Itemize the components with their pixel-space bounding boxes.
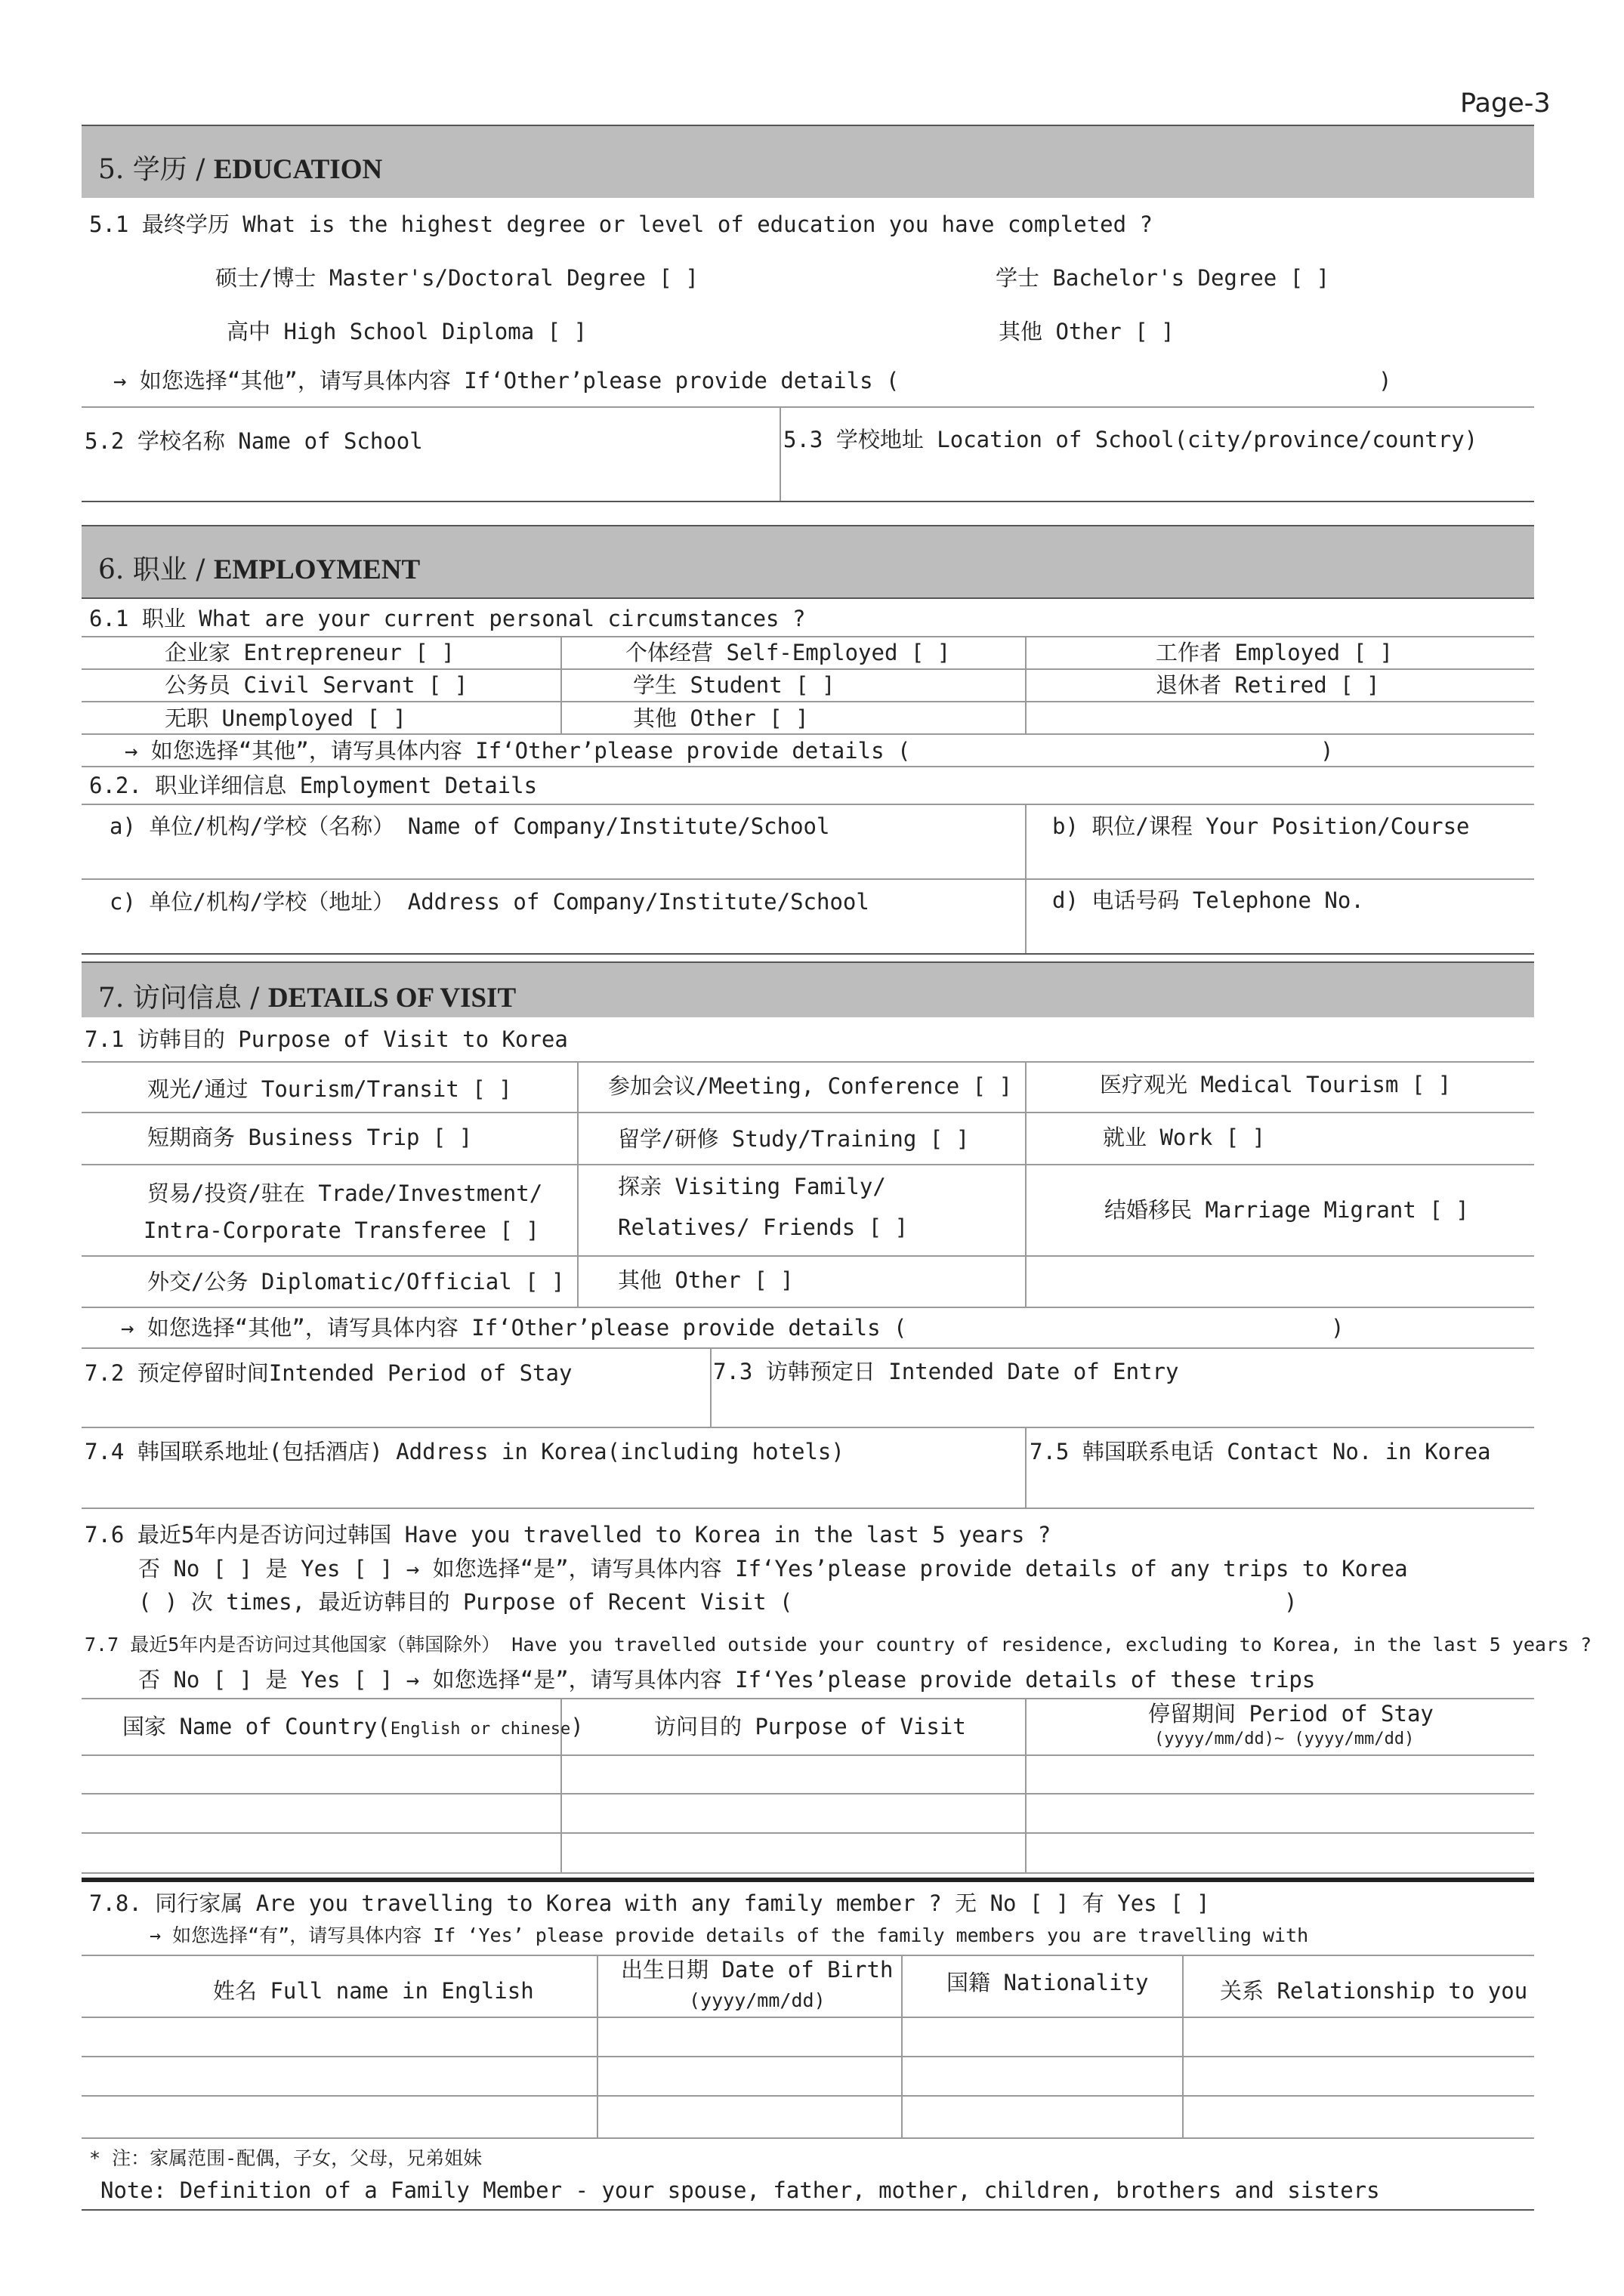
close-paren: ) <box>1331 1315 1345 1341</box>
divider <box>82 668 1534 670</box>
divider <box>82 953 1534 955</box>
column-header-relationship: 关系 Relationship to you <box>1220 1978 1528 2004</box>
option-masters-doctoral[interactable]: 硕士/博士 Master's/Doctoral Degree [ ] <box>215 265 699 291</box>
other-details-prompt[interactable]: → 如您选择“其他”，请写具体内容 If‘Other’please provide details ( <box>125 738 911 764</box>
visit-question-7-7: 7.7 最近5年内是否访问过其他国家（韩国除外） Have you travelled outside your country of residence, excluding to Korea, in the last 5 years ? <box>85 1634 1592 1656</box>
close-paren: ) <box>1379 368 1392 393</box>
divider <box>1025 1061 1027 1307</box>
field-school-name[interactable]: 5.2 学校名称 Name of School <box>85 428 423 454</box>
divider <box>82 1955 1534 1956</box>
page-number: Page-3 <box>1460 88 1551 119</box>
table-row <box>82 1793 1534 1795</box>
table-row <box>82 1832 1534 1834</box>
option-intra-corporate[interactable]: Intra-Corporate Transferee [ ] <box>144 1217 539 1243</box>
table-row <box>82 2137 1534 2139</box>
divider <box>82 766 1534 767</box>
divider <box>82 1112 1534 1113</box>
visit-question-7-8[interactable]: 7.8. 同行家属 Are you travelling to Korea with any family member ? 无 No [ ] 有 Yes [ ] <box>89 1890 1210 1916</box>
visit-question-7-6: 7.6 最近5年内是否访问过韩国 Have you travelled to Korea in the last 5 years ? <box>85 1522 1051 1548</box>
education-title <box>98 148 382 187</box>
divider <box>710 1347 712 1427</box>
divider <box>1025 636 1027 733</box>
divider <box>82 597 1534 599</box>
education-question-5-1: 5.1 最终学历 What is the highest degree or level of education you have completed ? <box>89 211 1153 237</box>
option-meeting-conference[interactable]: 参加会议/Meeting, Conference [ ] <box>608 1073 1013 1099</box>
option-self-employed[interactable]: 个体经营 Self-Employed [ ] <box>625 640 951 665</box>
employment-question-6-1: 6.1 职业 What are your current personal circumstances ? <box>89 606 806 631</box>
column-header-dob-format: (yyyy/mm/dd) <box>689 1989 826 2011</box>
column-header-dob: 出生日期 Date of Birth <box>621 1957 894 1983</box>
divider <box>82 878 1534 880</box>
option-tourism-transit[interactable]: 观光/通过 Tourism/Transit [ ] <box>147 1076 512 1102</box>
option-relatives-friends[interactable]: Relatives/ Friends [ ] <box>618 1214 909 1240</box>
column-header-fullname: 姓名 Full name in English <box>213 1978 534 2004</box>
divider <box>82 1508 1534 1509</box>
option-high-school[interactable]: 高中 High School Diploma [ ] <box>227 319 588 344</box>
table-row <box>82 2017 1534 2018</box>
option-visiting-family[interactable]: 探亲 Visiting Family/ <box>618 1174 886 1199</box>
visit-title <box>98 977 516 1015</box>
divider <box>82 1255 1534 1257</box>
divider <box>82 1698 1534 1699</box>
option-marriage-migrant[interactable]: 结婚移民 Marriage Migrant [ ] <box>1104 1197 1469 1223</box>
field-intended-period[interactable]: 7.2 预定停留时间Intended Period of Stay <box>85 1360 573 1386</box>
field-company-address[interactable]: c) 单位/机构/学校（地址） Address of Company/Institute/School <box>110 889 869 915</box>
note-english: Note: Definition of a Family Member - your spouse, father, mother, children, brothers and sisters <box>100 2177 1380 2203</box>
q76-times-purpose[interactable]: ( ) 次 times, 最近访韩目的 Purpose of Recent Visit ( <box>138 1589 793 1615</box>
table-row <box>82 2056 1534 2057</box>
visit-title-cn: 7. 访问信息 / <box>98 983 268 1014</box>
divider <box>82 501 1534 502</box>
field-telephone[interactable]: d) 电话号码 Telephone No. <box>1052 887 1364 913</box>
divider <box>82 701 1534 702</box>
divider <box>1025 1427 1027 1508</box>
visit-question-7-1: 7.1 访韩目的 Purpose of Visit to Korea <box>85 1026 568 1052</box>
q77-yes-no-options[interactable]: 否 No [ ] 是 Yes [ ] → 如您选择“是”，请写具体内容 If‘Yes’please provide details of these trips <box>138 1667 1316 1693</box>
option-other[interactable]: 其他 Other [ ] <box>633 705 809 731</box>
column-header-period: 停留期间 Period of Stay <box>1148 1701 1434 1727</box>
option-trade-investment[interactable]: 贸易/投资/驻在 Trade/Investment/ <box>147 1180 543 1206</box>
column-header-country <box>122 1716 584 1738</box>
employment-title-en: EMPLOYMENT <box>213 554 421 585</box>
table-row <box>82 1872 1534 1874</box>
divider <box>82 733 1534 735</box>
option-civil-servant[interactable]: 公务员 Civil Servant [ ] <box>165 672 468 698</box>
employment-question-6-2: 6.2. 职业详细信息 Employment Details <box>89 773 538 798</box>
field-contact-korea[interactable]: 7.5 韩国联系电话 Contact No. in Korea <box>1030 1439 1491 1464</box>
other-details-prompt[interactable]: → 如您选择“其他”，请写具体内容 If‘Other’please provide details ( <box>121 1315 907 1341</box>
column-header-country-close: ) <box>570 1714 584 1739</box>
option-other[interactable]: 其他 Other [ ] <box>999 319 1175 344</box>
option-employed[interactable]: 工作者 Employed [ ] <box>1156 640 1393 665</box>
table-row <box>82 1754 1534 1756</box>
thick-divider <box>82 1878 1534 1882</box>
q76-yes-no-options[interactable]: 否 No [ ] 是 Yes [ ] → 如您选择“是”，请写具体内容 If‘Yes’please provide details of any trips to Korea <box>138 1556 1408 1582</box>
table-row <box>82 2095 1534 2097</box>
close-paren: ) <box>1320 738 1334 764</box>
divider <box>82 804 1534 805</box>
q78-details-prompt: → 如您选择“有”，请写具体内容 If ‘Yes’ please provide details of the family members you are travelling with <box>150 1924 1309 1946</box>
option-business-trip[interactable]: 短期商务 Business Trip [ ] <box>147 1125 473 1150</box>
option-retired[interactable]: 退休者 Retired [ ] <box>1156 672 1380 698</box>
education-title-cn: 5. 学历 / <box>98 154 214 185</box>
option-study-training[interactable]: 留学/研修 Study/Training [ ] <box>618 1126 970 1152</box>
employment-title-cn: 6. 职业 / <box>98 554 214 585</box>
close-paren: ) <box>1284 1589 1298 1615</box>
option-student[interactable]: 学生 Student [ ] <box>633 672 835 698</box>
option-unemployed[interactable]: 无职 Unemployed [ ] <box>165 705 406 731</box>
divider <box>1025 1698 1027 1874</box>
visit-title-en: DETAILS OF VISIT <box>267 983 517 1014</box>
column-header-nationality: 国籍 Nationality <box>946 1970 1149 1995</box>
option-diplomatic-official[interactable]: 外交/公务 Diplomatic/Official [ ] <box>147 1269 565 1295</box>
field-position-course[interactable]: b) 职位/课程 Your Position/Course <box>1052 813 1470 839</box>
divider <box>577 1061 579 1307</box>
divider <box>560 636 562 733</box>
column-header-purpose: 访问目的 Purpose of Visit <box>654 1714 966 1739</box>
divider <box>780 406 781 501</box>
field-address-korea[interactable]: 7.4 韩国联系地址(包括酒店) Address in Korea(including hotels) <box>85 1439 844 1464</box>
divider <box>82 1164 1534 1165</box>
divider <box>82 1307 1534 1308</box>
divider <box>82 2209 1534 2211</box>
column-header-period-format: (yyyy/mm/dd)~ (yyyy/mm/dd) <box>1154 1730 1415 1748</box>
divider <box>82 1427 1534 1428</box>
option-entrepreneur[interactable]: 企业家 Entrepreneur [ ] <box>165 640 455 665</box>
column-header-country-label: 国家 Name of Country( <box>122 1714 391 1739</box>
divider <box>82 406 1534 408</box>
field-company-name[interactable]: a) 单位/机构/学校（名称） Name of Company/Institute/School <box>110 813 830 839</box>
divider <box>82 1061 1534 1063</box>
option-other[interactable]: 其他 Other [ ] <box>618 1267 794 1293</box>
column-header-country-language: English or chinese <box>390 1720 571 1739</box>
education-title-en: EDUCATION <box>213 154 383 185</box>
divider <box>82 1347 1534 1349</box>
divider <box>82 125 1534 126</box>
field-intended-entry-date[interactable]: 7.3 访韩预定日 Intended Date of Entry <box>713 1359 1179 1384</box>
divider <box>597 1955 598 2138</box>
option-bachelor[interactable]: 学士 Bachelor's Degree [ ] <box>996 265 1330 291</box>
divider <box>82 636 1534 637</box>
divider <box>1182 1955 1184 2138</box>
field-school-location[interactable]: 5.3 学校地址 Location of School(city/province/country) <box>783 427 1478 452</box>
divider <box>901 1955 903 2138</box>
other-details-prompt[interactable]: → 如您选择“其他”，请写具体内容 If‘Other’please provide details ( <box>113 368 900 393</box>
employment-title <box>98 548 420 587</box>
option-work[interactable]: 就业 Work [ ] <box>1103 1125 1266 1150</box>
note-chinese: * 注：家属范围-配偶，子女，父母，兄弟姐妹 <box>89 2147 483 2169</box>
option-medical-tourism[interactable]: 医疗观光 Medical Tourism [ ] <box>1100 1072 1452 1097</box>
